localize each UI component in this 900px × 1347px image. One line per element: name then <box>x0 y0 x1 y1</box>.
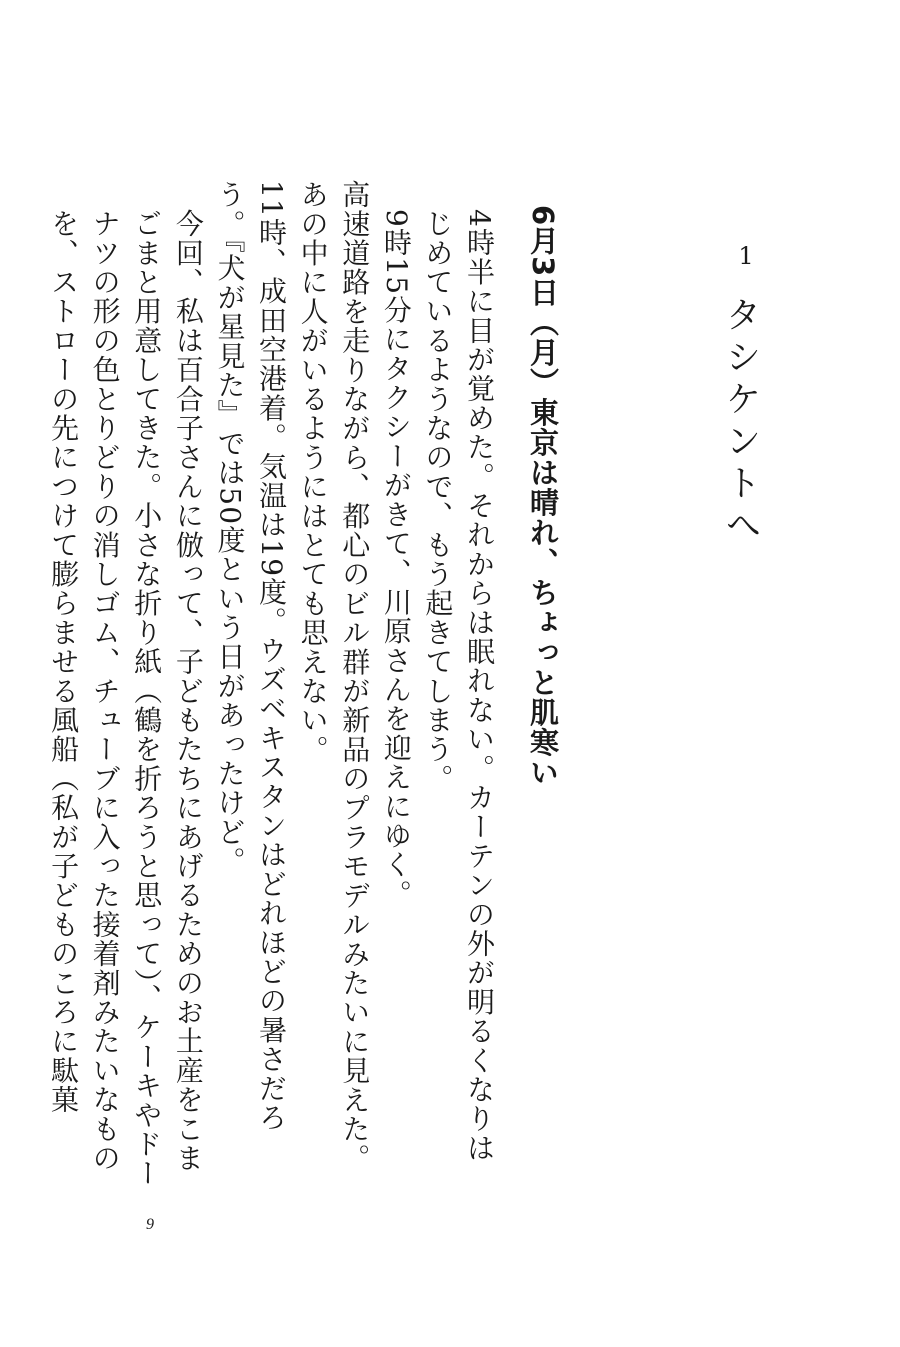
chapter-title: タシケントへ <box>720 296 761 548</box>
paragraph: 11時、成田空港着。気温は19度。ウズベキスタンはどれほどの暑さだろう。『犬が星見た』では50度という日があったけど。 <box>213 180 289 1133</box>
diary-body-text <box>47 180 500 1190</box>
paragraph: 高速道路を走りながら、都心のビル群が新品のプラモデルみたいに見えた。あの中に人がいるようにはとても思えない。 <box>296 180 372 1173</box>
paragraph: 4時半に目が覚めた。それからは眠れない。カーテンの外が明るくなりはじめているようなので、もう起きてしまう。 <box>421 209 496 1163</box>
chapter-number: 1 <box>738 242 754 270</box>
paragraph: 今回、私は百合子さんに倣って、子どもたちにあげるためのお土産をこまごまと用意してきた。小さな折り紙（鶴を折ろうと思って）、ケーキやドーナツの形の色とりどりの消しゴム、チューブに入った接着剤みたいなものを、ストローの先につけて膨らませる風船（私が子どものころに駄菓 <box>47 209 205 1188</box>
diary-entry-heading: 6月3日（月）東京は晴れ、ちょっと肌寒い <box>526 205 560 788</box>
page-number: 9 <box>146 1216 154 1233</box>
paragraph: 9時15分にタクシーがきて、川原さんを迎えにゆく。 <box>379 209 413 909</box>
